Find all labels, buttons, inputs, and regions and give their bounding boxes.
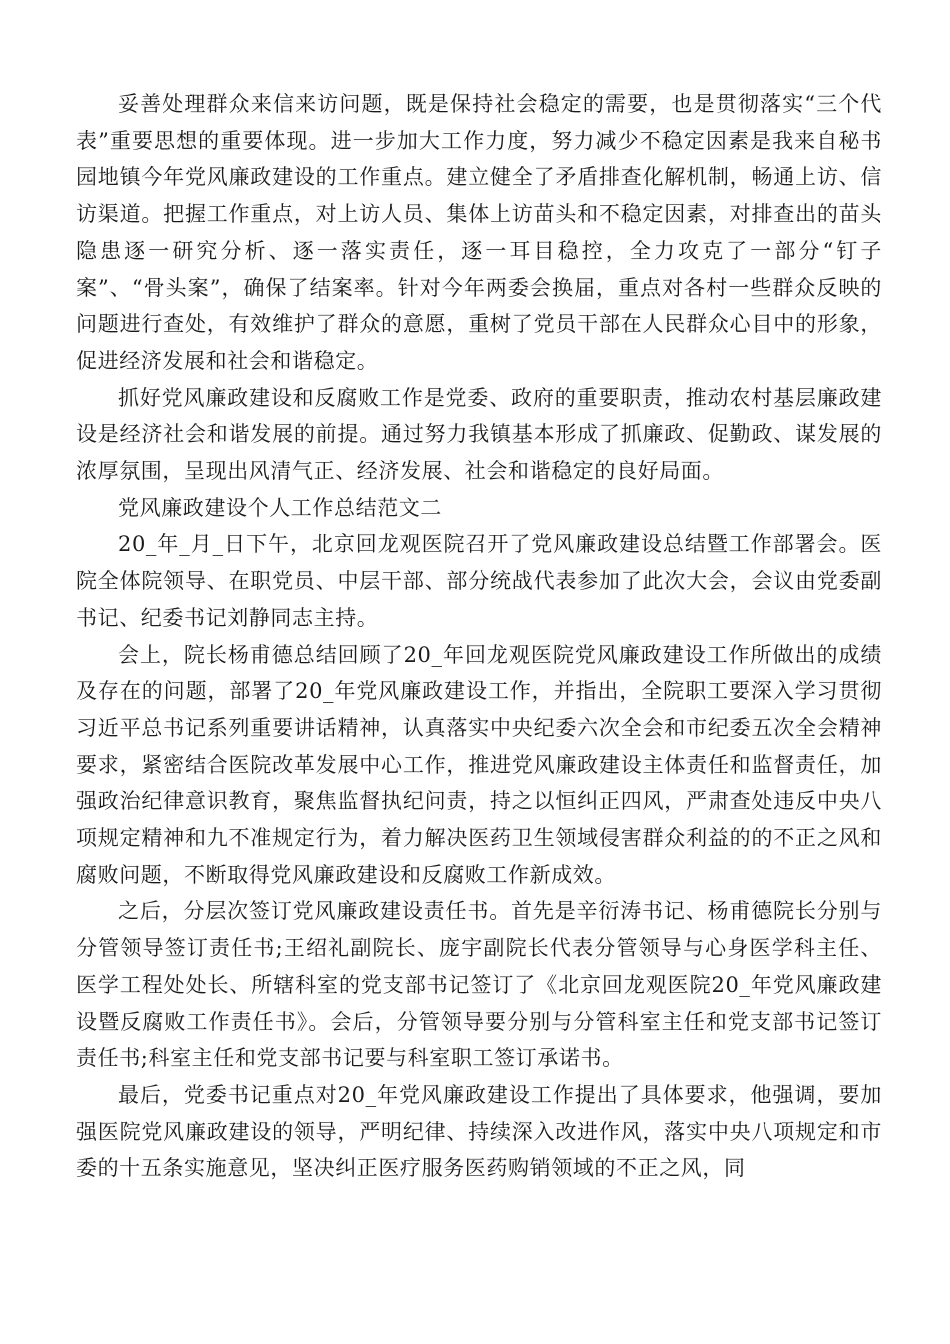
section-heading: 党风廉政建设个人工作总结范文二 [118,495,442,520]
paragraph-president-review: 会上，院长杨甫德总结回顾了20_年回龙观医院党风廉政建设工作所做出的成绩及存在的问题，部署了20_年党风廉政建设工作，并指出，全院职工要深入学习贯彻习近平总书记系列重要讲话精神，认真落实中央纪委六次全会和市纪委五次全会精神要求，紧密结合医院改革发展中心工作，推进党风廉政建设主体责任和监督责任，加强政治纪律意识教育，聚焦监督执纪问责，持之以恒纠正四风，严肃查处违反中央八项规定精神和九不准规定行为，着力解决医药卫生领域侵害群众利益的的不正之风和腐败问题，不断取得党风廉政建设和反腐败工作新成效。 [76,642,882,887]
paragraph-petition-handling: 妥善处理群众来信来访问题，既是保持社会稳定的需要，也是贯彻落实“三个代表”重要思想的重要体现。进一步加大工作力度，努力减少不稳定因素是我来自秘书园地镇今年党风廉政建设的工作重点。建立健全了矛盾排查化解机制，畅通上访、信访渠道。把握工作重点，对上访人员、集体上访苗头和不稳定因素，对排查出的苗头隐患逐一研究分析、逐一落实责任，逐一耳目稳控，全力攻克了一部分“钉子案”、“骨头案”，确保了结案率。针对今年两委会换届，重点对各村一些群众反映的问题进行查处，有效维护了群众的意愿，重树了党员干部在人民群众心目中的形象，促进经济发展和社会和谐稳定。 [76,92,882,373]
paragraph-meeting-intro: 20_年_月_日下午，北京回龙观医院召开了党风廉政建设总结暨工作部署会。医院全体院领导、在职党员、中层干部、部分统战代表参加了此次大会，会议由党委副书记、纪委书记刘静同志主持。 [76,532,882,630]
paragraph-responsibility-letters: 之后，分层次签订党风廉政建设责任书。首先是辛衍涛书记、杨甫德院长分别与分管领导签订责任书;王绍礼副院长、庞宇副院长代表分管领导与心身医学科主任、医学工程处处长、所辖科室的党支部书记签订了《北京回龙观医院20_年党风廉政建设暨反腐败工作责任书》。会后，分管领导要分别与分管科室主任和党支部书记签订责任书;科室主任和党支部书记要与科室职工签订承诺书。 [76,899,882,1071]
paragraph-final-requirements: 最后，党委书记重点对20_年党风廉政建设工作提出了具体要求，他强调，要加强医院党风廉政建设的领导，严明纪律、持续深入改进作风，落实中央八项规定和市委的十五条实施意见，坚决纠正医疗服务医药购销领域的不正之风，同 [76,1082,882,1181]
document-body [76,86,882,1187]
paragraph-anti-corruption-duty: 抓好党风廉政建设和反腐败工作是党委、政府的重要职责，推动农村基层廉政建设是经济社会和谐发展的前提。通过努力我镇基本形成了抓廉政、促勤政、谋发展的浓厚氛围，呈现出风清气正、经济发展、社会和谐稳定的良好局面。 [76,385,882,484]
